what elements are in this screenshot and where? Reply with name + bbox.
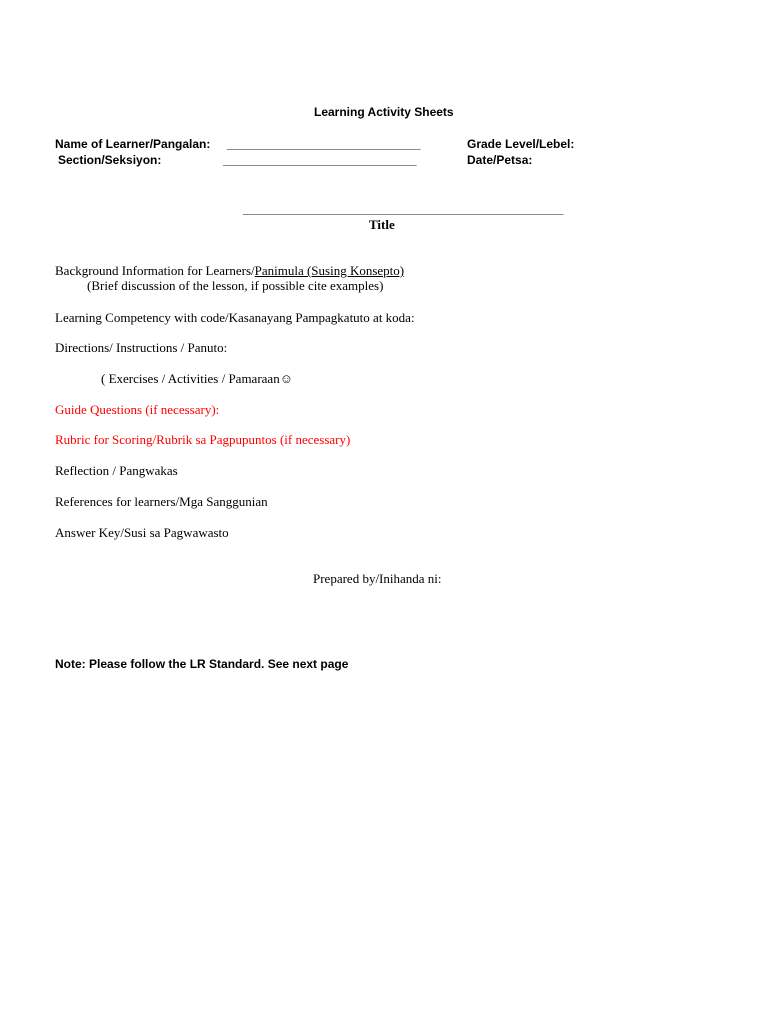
lr-standard-note: Note: Please follow the LR Standard. See next page xyxy=(55,657,349,671)
background-info-prefix: Background Information for Learners/ xyxy=(55,263,255,278)
title-line: ________________________________________________ xyxy=(243,202,564,216)
name-blank: _____________________________ xyxy=(227,137,421,151)
guide-questions: Guide Questions (if necessary): xyxy=(55,402,220,417)
reflection: Reflection / Pangwakas xyxy=(55,463,178,478)
section-label: Section/Seksiyon: xyxy=(58,153,162,167)
section-blank: _____________________________ xyxy=(223,153,417,167)
prepared-by: Prepared by/Inihanda ni: xyxy=(313,571,442,586)
background-info xyxy=(55,263,404,279)
answer-key: Answer Key/Susi sa Pagwawasto xyxy=(55,525,229,540)
grade-level-label: Grade Level/Lebel: xyxy=(467,137,575,151)
name-label: Name of Learner/Pangalan: xyxy=(55,137,211,151)
references: References for learners/Mga Sanggunian xyxy=(55,494,268,509)
date-label: Date/Petsa: xyxy=(467,153,533,167)
exercises: ( Exercises / Activities / Pamaraan☺ xyxy=(101,371,293,386)
document-heading: Learning Activity Sheets xyxy=(314,105,454,119)
rubric: Rubric for Scoring/Rubrik sa Pagpupuntos (if necessary) xyxy=(55,432,351,447)
directions: Directions/ Instructions / Panuto: xyxy=(55,340,228,355)
learning-competency: Learning Competency with code/Kasanayang Pampagkatuto at koda: xyxy=(55,310,415,325)
title-label: Title xyxy=(369,217,395,232)
background-info-underlined: Panimula (Susing Konsepto) xyxy=(254,263,405,278)
background-note: (Brief discussion of the lesson, if possible cite examples) xyxy=(87,278,384,293)
